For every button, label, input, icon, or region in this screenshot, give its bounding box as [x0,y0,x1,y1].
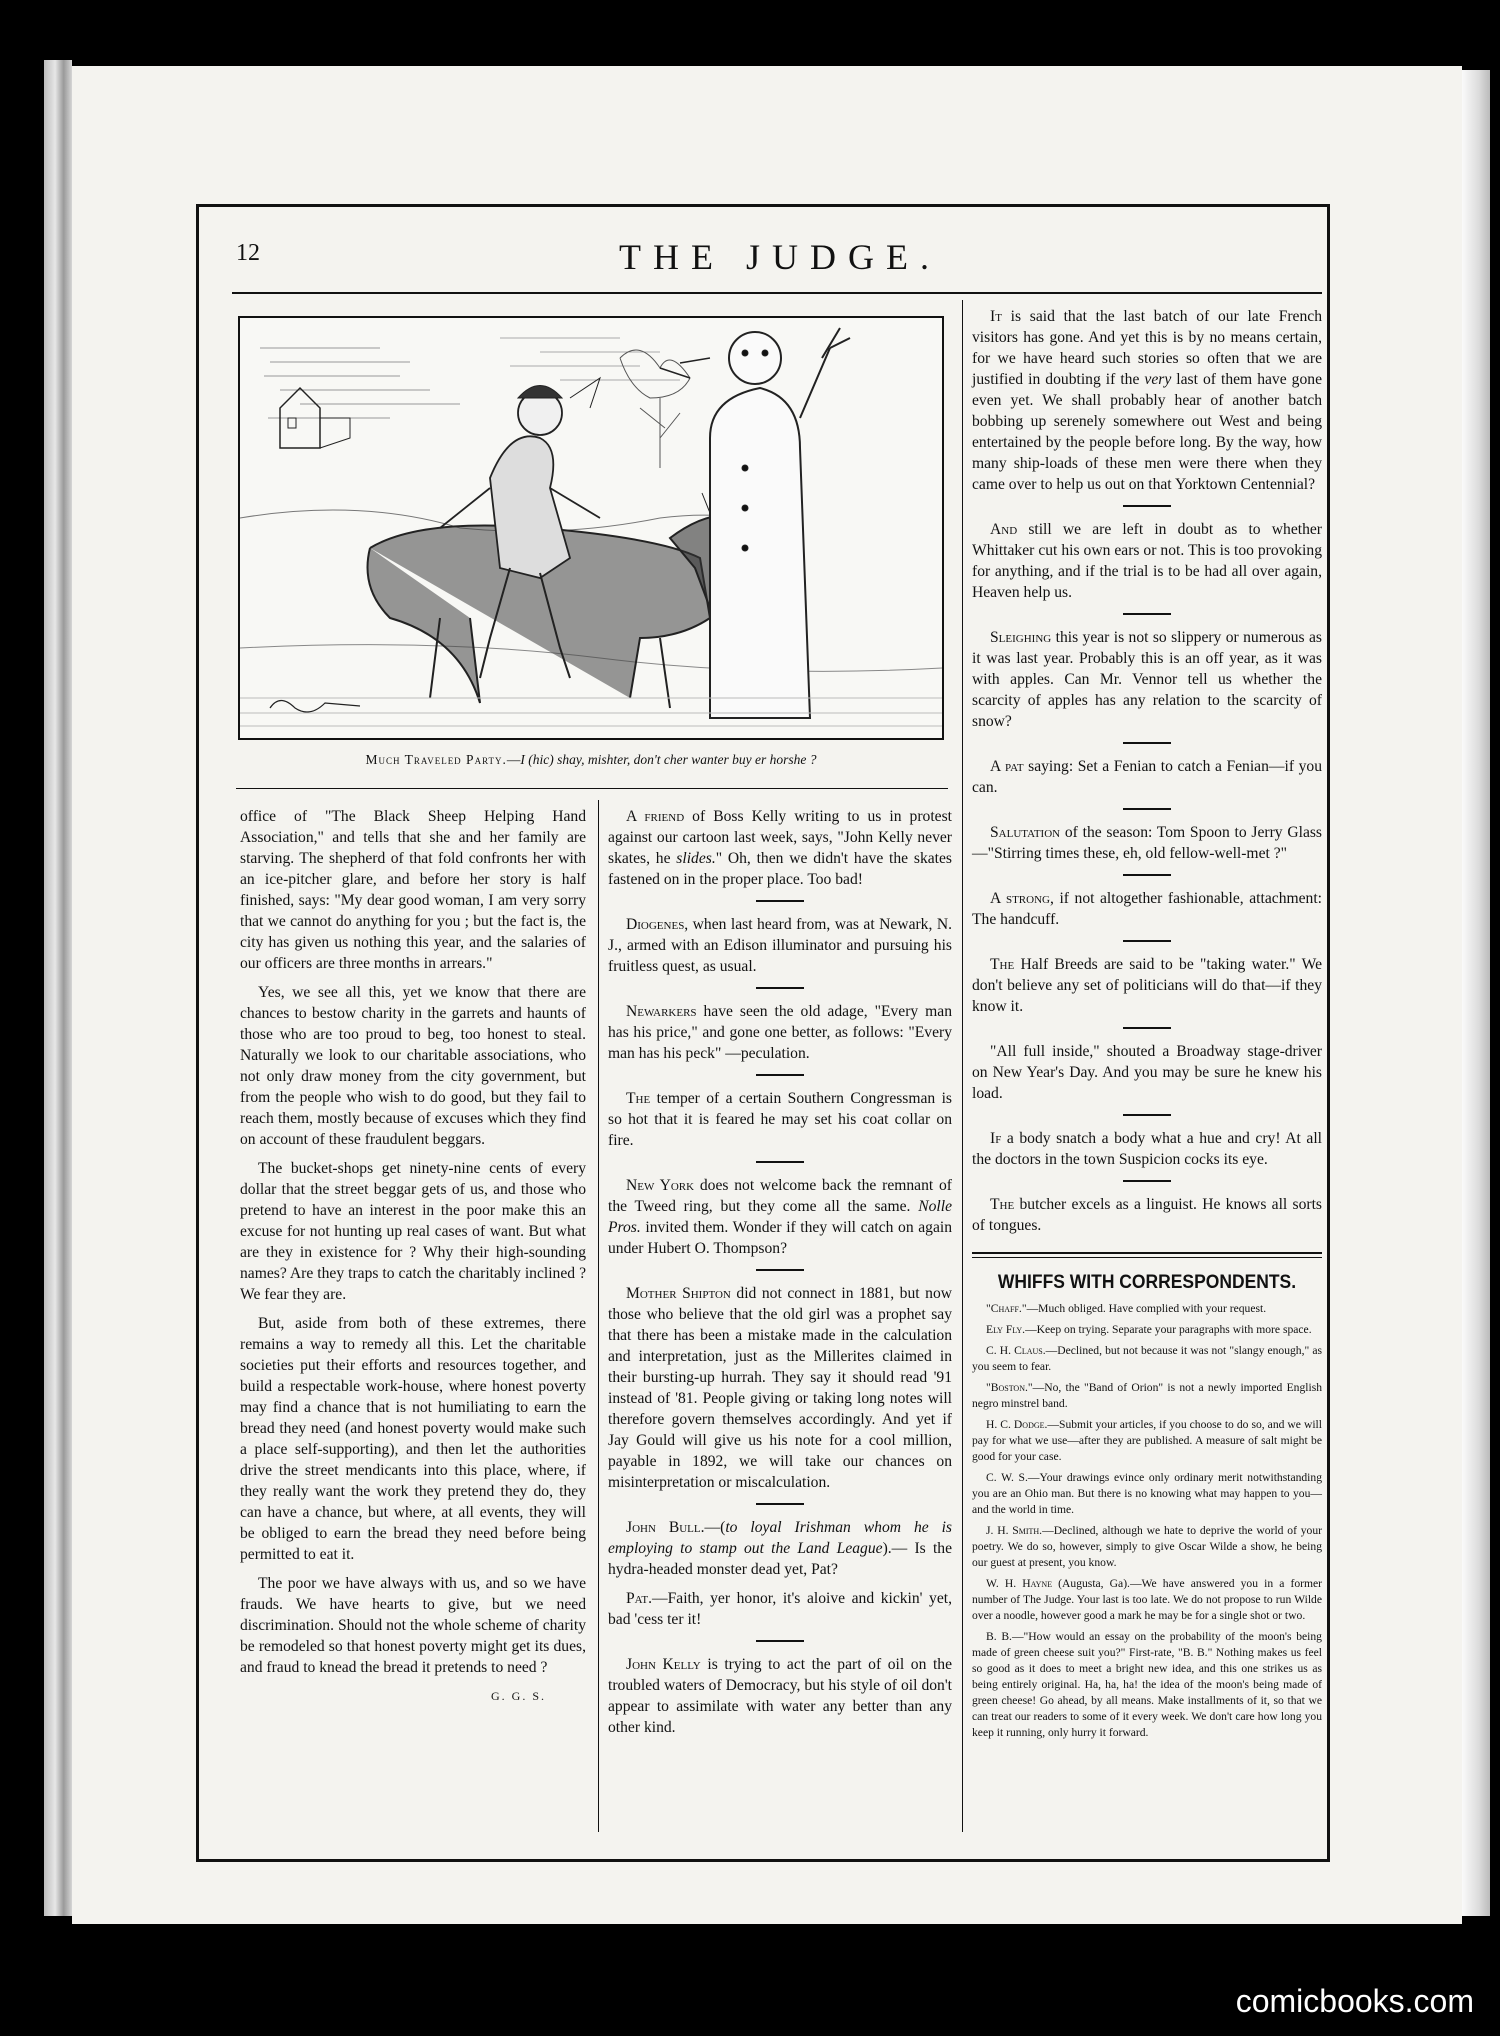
paragraph-text: of the season: Tom Spoon to Jerry Glass—"Stirring times these, eh, old fellow-well-met ?" [972,824,1322,862]
whiffs-rule-thin [972,1257,1322,1258]
separator [1123,505,1171,507]
page-number: 12 [236,240,260,266]
separator [1123,613,1171,615]
correspondent-name: "Boston." [986,1381,1033,1394]
correspondent-reply: —Declined, although we hate to deprive the world of your poetry. We do so, however, simply to give Oscar Wilde a show, he being our guest at present, you know. [972,1524,1322,1569]
separator [756,900,804,902]
whiffs-heading: WHIFFS WITH CORRESPONDENTS. [997,1272,1297,1293]
paragraph-text: —( [704,1519,726,1536]
separator [1123,742,1171,744]
correspondent-reply: —"How would an essay on the probability of the moon's being made of green cheese suit you?" First-rate, "B. B." Nothing makes us feel so good as it does to meet a bright new idea, and this one strikes us as being entirely original. Ha, ha, ha! the idea of the moon's being made of green cheese! Go ahead, by all means. Make installments of it, so that we can treat our readers to some of it every week. We don't care how long you keep it running, only hurry it forward. [972,1630,1322,1739]
paragraph-text: does not welcome back the remnant of the Tweed ring, but they come all the same. [608,1177,953,1215]
paragraph-french [972,306,1322,495]
paragraph-friend [608,806,952,890]
paragraph-text: still we are left in doubt as to whether Whittaker cut his own ears or not. This is too provoking for anything, and if the trial is to be had all over again, Heaven help us. [972,521,1322,601]
separator [1123,808,1171,810]
paragraph-text: a body snatch a body what a hue and cry! At all the doctors in the town Suspicion cocks its eye. [972,1130,1322,1168]
correspondent-reply: —Much obliged. Have complied with your request. [1026,1302,1267,1315]
correspondent-name: J. H. Smith. [986,1524,1043,1537]
lead-word: John Kelly [626,1656,701,1673]
paragraph-pat [608,1588,952,1630]
caption-dash: — [506,752,521,767]
correspondent-reply: (Augusta, Ga).—We have answered you in a former number of The Judge. Your last is too late. We do not propose to run Wilde over a noodle, however good a mark he may be for a single shot or two. [972,1577,1322,1622]
whiffs-rule [972,1252,1322,1254]
separator [756,1074,804,1076]
lead-word: Pat. [626,1590,653,1607]
paragraph-text: last of them have gone even yet. We shall probably hear of another batch bobbing up serenely somewhere out West and being entertained by the people before long. By the way, how many ship-loads of these men were there when they came over to help us out on that Yorktown Centennial? [972,371,1322,493]
correspondent-name: W. H. Hayne [986,1577,1053,1590]
caption-title: Much Traveled Party. [365,752,507,767]
separator [756,987,804,989]
paragraph-halfbreeds [972,954,1322,1017]
emphasis: slides. [676,850,716,867]
article-paragraph: The poor we have always with us, and so we have frauds. We have hearts to give, but we need discrimination. Should not the whole scheme of charity be remodeled so that honest poverty might get its dues, and fraud to knead the bread it pretends to need ? [240,1575,586,1676]
next-page-edge [1462,70,1490,1916]
article-paragraph: Yes, we see all this, yet we know that there are chances to bestow charity in the garrets and haunts of those who are too proud to beg, too honest to steal. Naturally we look to our charitable associations, who not only draw money from the city government, but from the people who wish to do good, but they fail to reach them, mostly because of excuses which they find on account of these fraudulent beggars. [240,984,586,1148]
lead-word: A pat [990,758,1024,775]
paragraph-strong [972,888,1322,930]
masthead: THE JUDGE. [619,237,941,277]
header-rule [232,292,1322,294]
correspondent-name: "Chaff." [986,1302,1027,1315]
emphasis: Nolle Pros. [608,1198,952,1236]
lead-word: The [626,1090,651,1107]
column-2 [608,806,952,1746]
separator [1123,1180,1171,1182]
correspondent-reply: —Declined, but not because it was not "slangy enough," as you seem to fear. [972,1344,1322,1373]
separator [756,1161,804,1163]
emphasis: very [1144,371,1172,388]
correspondent-name: Ely Fly. [986,1323,1026,1336]
lead-word: Diogenes, [626,916,689,933]
whiff-entry [972,1470,1322,1518]
separator [756,1503,804,1505]
column-1 [240,806,586,1707]
lead-word: It [990,308,1002,325]
paragraph-kelly [608,1654,952,1738]
lead-word: And [990,521,1018,538]
paragraph-text: this year is not so slippery or numerous as it was last year. Probably this is an off year, as it was with apples. Can Mr. Vennor tell us whether the scarcity of apples has any relation to the scarcity of snow? [972,629,1322,730]
lead-word: The [990,1196,1015,1213]
whiff-entry [972,1523,1322,1571]
correspondent-name: B. B. [986,1630,1012,1643]
paragraph-newyork [608,1175,952,1259]
paragraph-text: when last heard from, was at Newark, N. J., armed with an Edison illuminator and pursuing his fruitless quest, as usual. [608,916,952,975]
lead-word: Mother Shipton [626,1285,731,1302]
lead-word: New York [626,1177,695,1194]
cartoon-illustration [238,316,944,740]
column-rule-2 [962,300,963,1832]
paragraph-text: temper of a certain Southern Congressman is so hot that it is feared he may set his coat collar on fire. [608,1090,952,1149]
paragraph-text: if not altogether fashionable, attachment: The handcuff. [972,890,1322,928]
correspondent-reply: —Submit your articles, if you choose to do so, and we will pay for what we use—after they are published. A measure of salt might be good for your case. [972,1418,1322,1463]
paragraph-text: is trying to act the part of oil on the troubled waters of Democracy, but his style of oil don't appear to assimilate with water any better than any other kind. [608,1656,953,1736]
lead-word: If [990,1130,1002,1147]
article-paragraph: office of "The Black Sheep Helping Hand Association," and tells that she and her family are starving. The shepherd of that fold confronts her with an ice-pitcher glare, and before her story is half finished, says: "My dear good woman, I am very sorry that we cannot do anything for you ; but the fact is, the city has given us nothing this year, and the salaries of our officers are three months in arrears." [240,808,586,972]
whiff-entry [972,1301,1322,1317]
separator [1123,874,1171,876]
paragraph-text: ).— Is the hydra-headed monster dead yet, Pat? [608,1540,953,1578]
paragraph-bull [608,1517,952,1580]
cartoon-rule [236,788,948,789]
paragraph-temper [608,1088,952,1151]
paragraph-text: invited them. Wonder if they will catch on again under Hubert O. Thompson? [608,1219,952,1257]
paragraph-diogenes [608,914,952,977]
whiff-entry [972,1417,1322,1465]
paragraph-allfull: "All full inside," shouted a Broadway stage-driver on New Year's Day. And you may be sure he knew his load. [972,1043,1322,1102]
separator [1123,1027,1171,1029]
paragraph-text: of Boss Kelly writing to us in protest against our cartoon last week, says, "John Kelly never skates, he [608,808,952,867]
paragraph-pat-saying [972,756,1322,798]
whiff-entry [972,1629,1322,1741]
lead-word: A friend [626,808,685,825]
paragraph-whittaker [972,519,1322,603]
correspondent-reply: —Your drawings evince only ordinary merit notwithstanding you are an Ohio man. But there is no knowing what may happen to you—and the world in time. [972,1471,1322,1516]
paragraph-text: have seen the old adage, "Every man has his price," and gone one better, as follows: "Every man has his peck" —peculation. [608,1003,952,1062]
correspondent-reply: —Keep on trying. Separate your paragraphs with more space. [1025,1323,1312,1336]
book-binding [44,60,72,1916]
paragraph-body [972,1128,1322,1170]
correspondent-name: C. W. S. [986,1471,1028,1484]
paragraph-text: " Oh, then we didn't have the skates fastened on in the proper place. Too bad! [608,850,952,888]
separator [1123,940,1171,942]
separator [756,1269,804,1271]
paragraph-text: is said that the last batch of our late French visitors has gone. And yet this is by no means certain, for we have heard such stories so often that we are justified in doubting if the [972,308,1322,388]
whiff-entry [972,1380,1322,1412]
correspondent-name: C. H. Claus. [986,1344,1046,1357]
paragraph-text: saying: Set a Fenian to catch a Fenian—if you can. [972,758,1322,796]
paragraph-shipton [608,1283,952,1493]
article-paragraph: But, aside from both of these extremes, there remains a way to remedy all this. Let the charitable societies put their efforts and resources together, and build a respectable work-house, where honest poverty may find a chance that is not humiliating to earn the bread they need (and honest poverty would make such a place self-supporting), and then let the authorities drive the street mendicants into this place, where, if they really want the work they pretend they do, they can have a chance, but where, at all events, they will be obliged to earn the bread they need before being permitted to eat it. [240,1315,586,1563]
column-3 [972,306,1322,1746]
emphasis: to loyal Irishman whom he is employing to stamp out the Land League [608,1519,953,1557]
column-rule-1 [598,800,599,1832]
paragraph-text: Half Breeds are said to be "taking water." We don't believe any set of politicians will do that—if they know it. [972,956,1322,1015]
whiff-entry [972,1576,1322,1624]
whiffs-list [972,1301,1322,1741]
lead-word: The [990,956,1015,973]
correspondent-name: H. C. Dodge. [986,1418,1048,1431]
cartoon-drawing [240,318,942,738]
paragraph-butcher [972,1194,1322,1236]
cartoon-caption [238,752,944,768]
paragraph-text: butcher excels as a linguist. He knows all sorts of tongues. [972,1196,1322,1234]
whiff-entry [972,1322,1322,1338]
lead-word: A strong, [990,890,1054,907]
lead-word: Newarkers [626,1003,697,1020]
separator [756,1640,804,1642]
paragraph-text: —Faith, yer honor, it's aloive and kickin' yet, bad 'cess ter it! [608,1590,952,1628]
lead-word: Salutation [990,824,1061,841]
caption-quote: I (hic) shay, mishter, don't cher wanter buy er horshe ? [520,752,817,767]
article-paragraph: The bucket-shops get ninety-nine cents of every dollar that the street beggar gets of us, and those who pretend to have an interest in the poor make this an excuse for not hunting up real cases of want. But what are they in existence for ? Why their high-sounding names? Are they traps to catch the charitably inclined ? We fear they are. [240,1160,586,1303]
watermark: comicbooks.com [1235,1983,1474,2019]
paragraph-newarkers [608,1001,952,1064]
paragraph-sleighing [972,627,1322,732]
correspondent-reply: —No, the "Band of Orion" is not a newly imported English negro minstrel band. [972,1381,1322,1410]
lead-word: Sleighing [990,629,1052,646]
paragraph-text: did not connect in 1881, but now those who believe that the old girl was a prophet say that there has been a mistake made in the calculation and interpretation, just as the Millerites claimed in their bursting-up hurrah. They say it should read '91 instead of '81. People giving or taking long notes will therefore govern themselves accordingly. And yet if Jay Gould will give us his note for a cool million, payable in 1892, we will take our chances on misinterpretation or miscalculation. [608,1285,952,1491]
whiff-entry [972,1343,1322,1375]
author-signature: G. G. S. [490,1689,546,1703]
lead-word: John Bull. [626,1519,705,1536]
separator [1123,1114,1171,1116]
paragraph-salutation [972,822,1322,864]
